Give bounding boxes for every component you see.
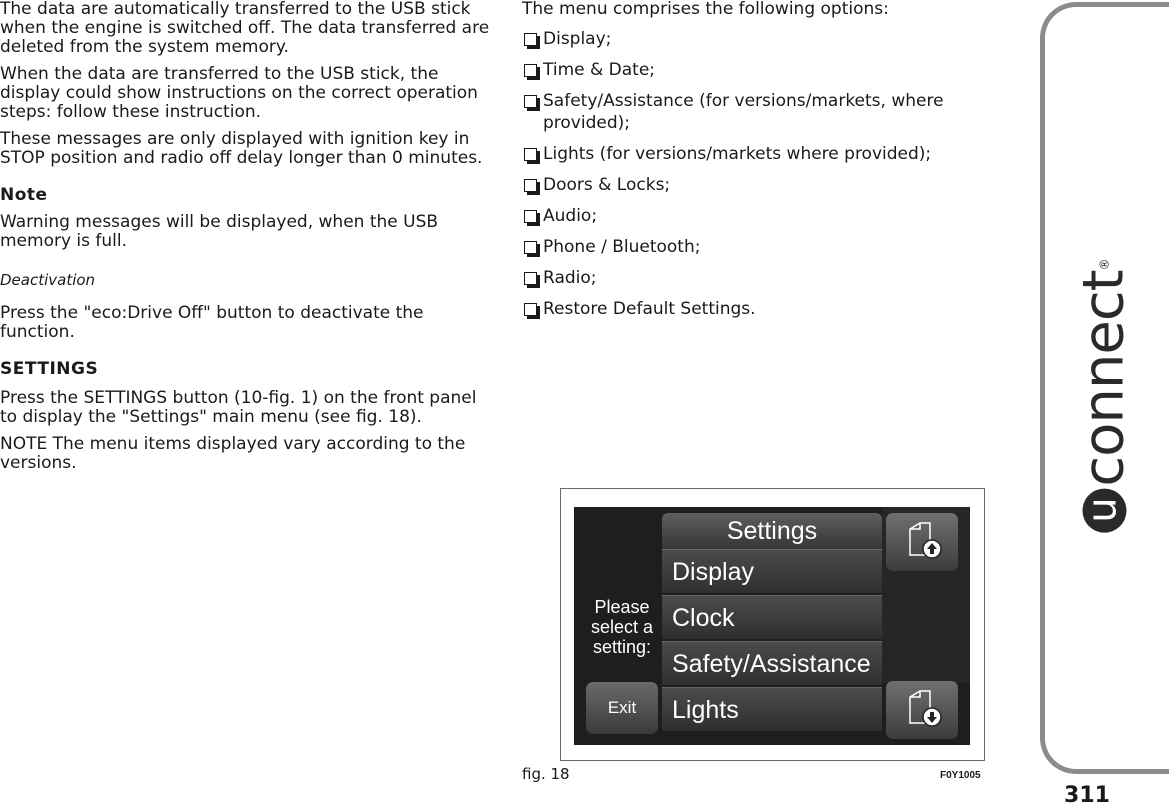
deactivation-text: Press the "eco:Drive Off" button to deactivate the function.	[0, 303, 424, 342]
registered-mark: ®	[1097, 259, 1111, 271]
menu-item-lights[interactable]: Lights	[662, 687, 882, 731]
list-item: Restore Default Settings.	[522, 298, 1012, 320]
checkbox-icon	[524, 95, 537, 108]
list-item: Lights (for versions/markets where provided);	[522, 143, 1012, 165]
checkbox-icon	[524, 33, 537, 46]
left-column	[0, 0, 490, 481]
scroll-up-button[interactable]	[886, 513, 958, 571]
page-number: 311	[1064, 783, 1110, 808]
settings-text: Press the SETTINGS button (10-fig. 1) on the front panel to display the "Settings" main menu (see fig. 18).	[0, 388, 477, 427]
page-up-icon	[904, 521, 944, 561]
list-item: Audio;	[522, 205, 1012, 227]
checkbox-icon	[524, 210, 537, 223]
list-item: Doors & Locks;	[522, 174, 1012, 196]
checkbox-icon	[524, 241, 537, 254]
list-item: Phone / Bluetooth;	[522, 236, 1012, 258]
select-prompt: Please select a setting:	[590, 597, 654, 657]
exit-button[interactable]: Exit	[586, 682, 658, 734]
figure-caption: fig. 18	[522, 765, 570, 783]
list-item: Display;	[522, 28, 1012, 50]
settings-screen	[574, 507, 970, 745]
list-item: Time & Date;	[522, 59, 1012, 81]
screen-title: Settings	[662, 513, 882, 549]
note-heading: Note	[0, 185, 48, 205]
logo-text: connect	[1071, 270, 1137, 487]
paragraph-messages: These messages are only displayed with ignition key in STOP position and radio off delay longer than 0 minutes.	[0, 129, 483, 168]
options-list	[522, 28, 1012, 320]
list-item: Radio;	[522, 267, 1012, 289]
right-column	[522, 0, 1012, 329]
checkbox-icon	[524, 64, 537, 77]
menu-item-safety-assistance[interactable]: Safety/Assistance	[662, 641, 882, 685]
menu-item-clock[interactable]: Clock	[662, 595, 882, 639]
menu-item-display[interactable]: Display	[662, 549, 882, 593]
list-item: Safety/Assistance (for versions/markets, where provided);	[522, 90, 1012, 134]
page-down-icon	[904, 689, 944, 729]
deactivation-heading: Deactivation	[0, 271, 96, 289]
checkbox-icon	[524, 148, 537, 161]
settings-menu	[662, 507, 882, 745]
figure-code: F0Y1005	[940, 770, 981, 781]
note-text: Warning messages will be displayed, when the USB memory is full.	[0, 212, 439, 251]
checkbox-icon	[524, 303, 537, 316]
uconnect-logo	[1072, 259, 1137, 532]
checkbox-icon	[524, 272, 537, 285]
options-intro: The menu comprises the following options:	[522, 0, 889, 19]
settings-heading: SETTINGS	[0, 359, 99, 379]
scroll-down-button[interactable]	[886, 681, 958, 739]
settings-note: NOTE The menu items displayed vary according to the versions.	[0, 434, 466, 473]
paragraph-usb-transfer: The data are automatically transferred to the USB stick when the engine is switched off. The data transferred are deleted from the system memory.	[0, 0, 490, 57]
paragraph-display-instructions: When the data are transferred to the USB stick, the display could show instructions on the correct operation steps: follow these instruction.	[0, 64, 478, 122]
logo-u: u	[1082, 489, 1126, 533]
checkbox-icon	[524, 179, 537, 192]
